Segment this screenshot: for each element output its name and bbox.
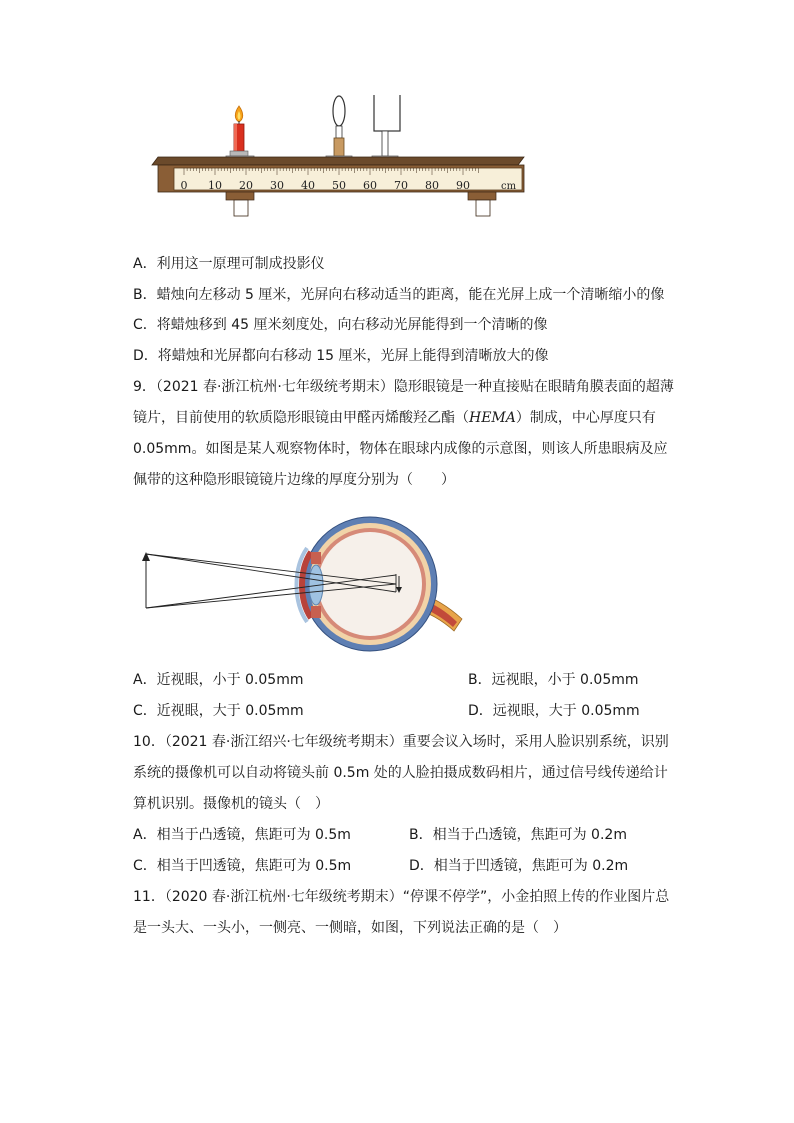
- q10-stem-line2: 系统的摄像机可以自动将镜头前 0.5m 处的人脸拍摄成数码相片，通过信号线传递给计: [133, 765, 668, 781]
- q10-option-c: C．相当于凹透镜，焦距可为 0.5m: [133, 858, 352, 874]
- ruler-tick-label: 90: [456, 179, 470, 192]
- q8-option-b: B．蜡烛向左移动 5 厘米，光屏向右移动适当的距离，能在光屏上成一个清晰缩小的像: [133, 287, 665, 303]
- eye-diagram-figure: [135, 512, 475, 662]
- eyeball-icon: [297, 517, 438, 651]
- q8-option-d: D．将蜡烛和光屏都向右移动 15 厘米，光屏上能得到清晰放大的像: [133, 348, 549, 364]
- ruler-tick-label: 30: [270, 179, 284, 192]
- q10-option-a: A．相当于凸透镜，焦距可为 0.5m: [133, 827, 351, 843]
- q10-option-d: D．相当于凹透镜，焦距可为 0.2m: [409, 858, 629, 874]
- ruler-tick-label: 0: [180, 179, 188, 192]
- q9-stem-line2-pre: 镜片，目前使用的软质隐形眼镜由甲醛丙烯酸羟乙酯（: [133, 410, 469, 426]
- q10-stem-line1: 10．（2021 春·浙江绍兴·七年级统考期末）重要会议入场时，采用人脸识别系统，识别: [133, 734, 669, 750]
- q8-option-c: C．将蜡烛移到 45 厘米刻度处，向右移动光屏能得到一个清晰的像: [133, 317, 548, 333]
- light-screen-icon: [372, 95, 400, 165]
- q9-option-b: B．远视眼，小于 0.05mm: [468, 672, 639, 688]
- q9-stem-line4: 佩带的这种隐形眼镜镜片边缘的厚度分别为（ ）: [133, 472, 455, 488]
- ruler-tick-label: 50: [332, 179, 346, 192]
- object-arrow-icon: [142, 552, 150, 608]
- q9-stem-hema: HEMA: [469, 410, 516, 426]
- ruler-unit: cm: [501, 181, 517, 192]
- candle-icon: [226, 106, 254, 165]
- q9-stem-line2-post: ）制成，中心厚度只有: [515, 410, 656, 426]
- q11-stem-line2: 是一头大、一头小，一侧亮、一侧暗，如图，下列说法正确的是（ ）: [133, 920, 567, 936]
- ruler-tick-label: 60: [363, 179, 377, 192]
- q9-stem-line3: 0.05mm。如图是某人观察物体时，物体在眼球内成像的示意图，则该人所患眼病及应: [133, 441, 668, 457]
- ruler-tick-label: 20: [239, 179, 253, 192]
- ruler-tick-label: 10: [208, 179, 222, 192]
- q9-option-c: C．近视眼，大于 0.05mm: [133, 703, 304, 719]
- ruler-tick-label: 80: [425, 179, 439, 192]
- q10-option-b: B．相当于凸透镜，焦距可为 0.2m: [409, 827, 627, 843]
- q8-option-a: A．利用这一原理可制成投影仪: [133, 256, 325, 272]
- ruler-tick-label: 70: [394, 179, 408, 192]
- q10-stem-line3: 算机识别。摄像机的镜头（ ）: [133, 796, 329, 812]
- convex-lens-icon: [326, 96, 352, 165]
- q9-option-d: D．远视眼，大于 0.05mm: [468, 703, 640, 719]
- q9-stem-line2: [133, 408, 656, 428]
- q11-stem-line1: 11．（2020 春·浙江杭州·七年级统考期末）“停课不停学”，小金拍照上传的作业图片总: [133, 889, 670, 905]
- q9-stem-line1: 9．（2021 春·浙江杭州·七年级统考期末）隐形眼镜是一种直接贴在眼睛角膜表面的超薄: [133, 379, 674, 395]
- optical-bench-figure: [150, 95, 530, 225]
- q9-option-a: A．近视眼，小于 0.05mm: [133, 672, 304, 688]
- ruler-tick-label: 40: [301, 179, 315, 192]
